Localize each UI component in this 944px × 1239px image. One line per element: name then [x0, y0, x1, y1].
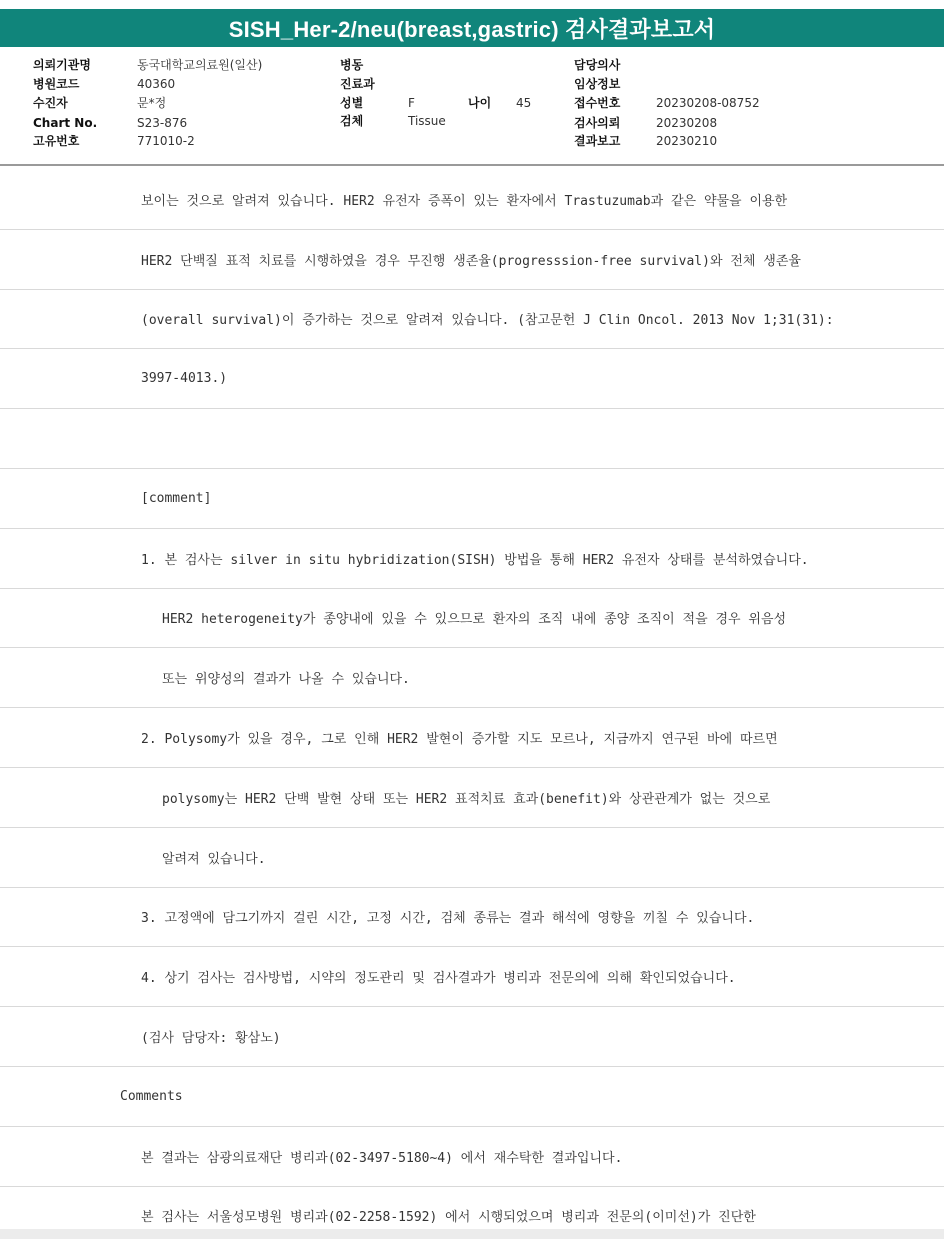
report-line [0, 170, 944, 230]
report-line-text: 1. 본 검사는 silver in situ hybridization(SISH) 방법을 통해 HER2 유전자 상태를 분석하였습니다. [141, 552, 809, 568]
ward-label: 병동 [340, 58, 364, 72]
department-label: 진료과 [340, 77, 375, 91]
report-line-text: Comments [120, 1088, 183, 1104]
chart-no-value: S23-876 [137, 116, 188, 130]
request-date-value: 20230208 [656, 116, 718, 130]
comment-item-2 [0, 708, 944, 768]
comment-item-1 [0, 529, 944, 589]
report-line-text: 또는 위양성의 결과가 나올 수 있습니다. [162, 672, 410, 688]
technician-line [0, 1007, 944, 1067]
unique-id-label: 고유번호 [33, 134, 80, 148]
age-value: 45 [516, 96, 532, 110]
sex-value: F [408, 96, 415, 110]
report-line-text: 3. 고정액에 담그기까지 걸린 시간, 고정 시간, 검체 종류는 결과 해석에 영향을 끼칠 수 있습니다. [141, 911, 755, 927]
report-date-value: 20230210 [656, 134, 718, 148]
clinical-info-label: 임상정보 [574, 77, 621, 91]
report-line [0, 290, 944, 350]
report-line-text: 본 검사는 서울성모병원 병리과(02-2258-1592) 에서 시행되었으며 병리과 전문의(이미선)가 진단한 [141, 1210, 756, 1226]
header-divider [0, 164, 944, 166]
report-line-text: 알려져 있습니다. [162, 851, 266, 867]
comment-item-1-cont [0, 589, 944, 649]
referral-note-line [0, 1127, 944, 1187]
report-line [0, 230, 944, 290]
institution-label: 의뢰기관명 [33, 58, 91, 72]
report-line [0, 349, 944, 409]
report-line-text: 3997-4013.) [141, 371, 228, 387]
sex-label: 성별 [340, 96, 364, 110]
comment-heading-line [0, 469, 944, 529]
report-line-text: [comment] [141, 490, 212, 506]
report-line-text: 4. 상기 검사는 검사방법, 시약의 정도관리 및 검사결과가 병리과 전문의에 의해 확인되었습니다. [141, 971, 736, 987]
comment-item-1-cont [0, 648, 944, 708]
age-label: 나이 [468, 96, 492, 110]
report-line-text: polysomy는 HER2 단백 발현 상태 또는 HER2 표적치료 효과(benefit)와 상관관계가 없는 것으로 [162, 791, 771, 807]
hospital-code-label: 병원코드 [33, 77, 80, 91]
patient-value: 문*정 [137, 96, 167, 110]
report-line-text: (overall survival)이 증가하는 것으로 알려져 있습니다. (참고문헌 J Clin Oncol. 2013 Nov 1;31(31): [141, 313, 834, 329]
institution-value: 동국대학교의료원(일산) [137, 58, 263, 72]
request-date-label: 검사의뢰 [574, 116, 621, 130]
specimen-label: 검체 [340, 114, 364, 128]
report-line-text: (검사 담당자: 황삼노) [141, 1031, 281, 1047]
report-line-text: 본 결과는 삼광의료재단 병리과(02-3497-5180~4) 에서 재수탁한 결과입니다. [141, 1150, 623, 1166]
report-line-empty [0, 409, 944, 469]
comment-item-2-cont [0, 828, 944, 888]
report-body [0, 170, 944, 1233]
report-title: SISH_Her-2/neu(breast,gastric) 검사결과보고서 [0, 9, 944, 47]
report-line-text: 보이는 것으로 알려져 있습니다. HER2 유전자 증폭이 있는 환자에서 Trastuzumab과 같은 약물을 이용한 [141, 193, 788, 209]
report-line-text: HER2 heterogeneity가 종양내에 있을 수 있으므로 환자의 조직 내에 종양 조직이 적을 경우 위음성 [162, 612, 787, 628]
unique-id-value: 771010-2 [137, 134, 195, 148]
comment-item-4 [0, 947, 944, 1007]
performing-lab-line [0, 1187, 944, 1233]
receipt-no-value: 20230208-08752 [656, 96, 760, 110]
comment-item-3 [0, 888, 944, 948]
comment-item-2-cont [0, 768, 944, 828]
specimen-value: Tissue [408, 114, 446, 128]
patient-info-header [0, 47, 944, 165]
report-line-text: HER2 단백질 표적 치료를 시행하였을 경우 무진행 생존율(progresssion-free survival)와 전체 생존율 [141, 253, 801, 269]
report-date-label: 결과보고 [574, 134, 621, 148]
doctor-label: 담당의사 [574, 58, 621, 72]
receipt-no-label: 접수번호 [574, 96, 621, 110]
comments-section-label [0, 1067, 944, 1127]
patient-label: 수진자 [33, 96, 68, 110]
bottom-scroll-strip [0, 1229, 944, 1239]
chart-no-label: Chart No. [33, 116, 98, 130]
hospital-code-value: 40360 [137, 77, 176, 91]
report-line-text: 2. Polysomy가 있을 경우, 그로 인해 HER2 발현이 증가할 지도 모르나, 지금까지 연구된 바에 따르면 [141, 732, 778, 748]
